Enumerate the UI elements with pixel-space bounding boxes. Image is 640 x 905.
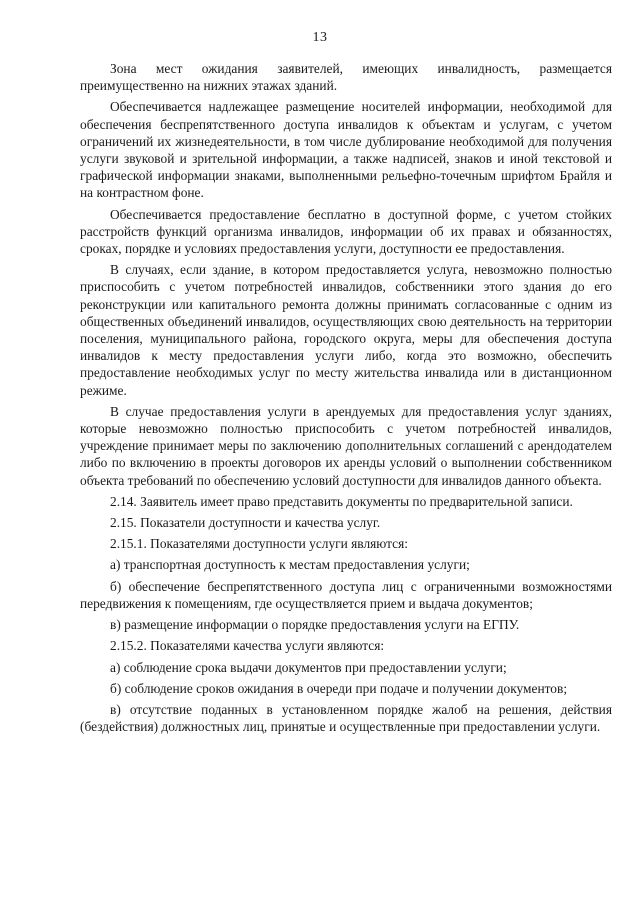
- paragraph-2-14: 2.14. Заявитель имеет право представить документы по предварительной записи.: [110, 493, 573, 509]
- list-item-quality-a: а) соблюдение срока выдачи документов при предоставлении услуги;: [110, 659, 507, 675]
- paragraph-rented-buildings: В случае предоставления услуги в арендуемых для предоставления услуг зданиях, которые невозможно полностью приспособить с учетом потребностей инвалидов, учреждение принимает меры по заключению дополнительных соглашений с арендодателем либо по включению в проекты договоров их аренды условий о выполнении собственником объекта требований по обеспечению условий доступности для инвалидов данного объекта.: [80, 403, 612, 488]
- paragraph-2-15-1: 2.15.1. Показателями доступности услуги являются:: [110, 536, 408, 552]
- paragraph-building-adaptation: В случаях, если здание, в котором предоставляется услуга, невозможно полностью приспособить с учетом потребностей инвалидов, собственники этого здания до его реконструкции или капитального ремонта должны принимать согласованные с одним из общественных объединений инвалидов, осуществляющих свою деятельность на территории поселения, муниципального района, городского округа, меры для обеспечения доступа инвалидов к месту предоставления услуги либо, когда это возможно, обеспечить предоставление необходимых услуг по месту жительства инвалида или в дистанционном режиме.: [80, 262, 612, 398]
- paragraph-2-15: 2.15. Показатели доступности и качества услуг.: [110, 515, 381, 531]
- list-item-accessibility-c: в) размещение информации о порядке предоставления услуги на ЕГПУ.: [110, 617, 520, 633]
- list-item-quality-c: в) отсутствие поданных в установленном порядке жалоб на решения, действия (бездействия) должностных лиц, принятые и осуществленные при предоставлении услуги.: [80, 701, 612, 735]
- page-number: 13: [312, 30, 328, 45]
- document-body: [80, 60, 612, 736]
- paragraph-information-placement: Обеспечивается надлежащее размещение носителей информации, необходимой для обеспечения беспрепятственного доступа инвалидов к объектам и услугам, с учетом ограничений их жизнедеятельности, в том числе дублирование необходимой для получения услуги звуковой и зрительной информации, а также надписей, знаков и иной текстовой и графической информации знаками, выполненными рельефно-точечным шрифтом Брайля и на контрастном фоне.: [80, 99, 612, 201]
- paragraph-free-information: Обеспечивается предоставление бесплатно в доступной форме, с учетом стойких расстройств функций организма инвалидов, информации об их правах и обязанностях, сроках, порядке и условиях предоставления услуги, доступности ее предоставления.: [80, 206, 612, 257]
- list-item-accessibility-b: б) обеспечение беспрепятственного доступа лиц с ограниченными возможностями передвижения к помещениям, где осуществляется прием и выдача документов;: [80, 578, 612, 611]
- list-item-accessibility-a: а) транспортная доступность к местам предоставления услуги;: [110, 557, 470, 573]
- list-item-quality-b: б) соблюдение сроков ожидания в очереди при подаче и получении документов;: [110, 680, 568, 696]
- paragraph-2-15-2: 2.15.2. Показателями качества услуги являются:: [110, 638, 385, 654]
- paragraph-waiting-zone: Зона мест ожидания заявителей, имеющих инвалидность, размещается преимущественно на нижних этажах зданий.: [80, 61, 612, 94]
